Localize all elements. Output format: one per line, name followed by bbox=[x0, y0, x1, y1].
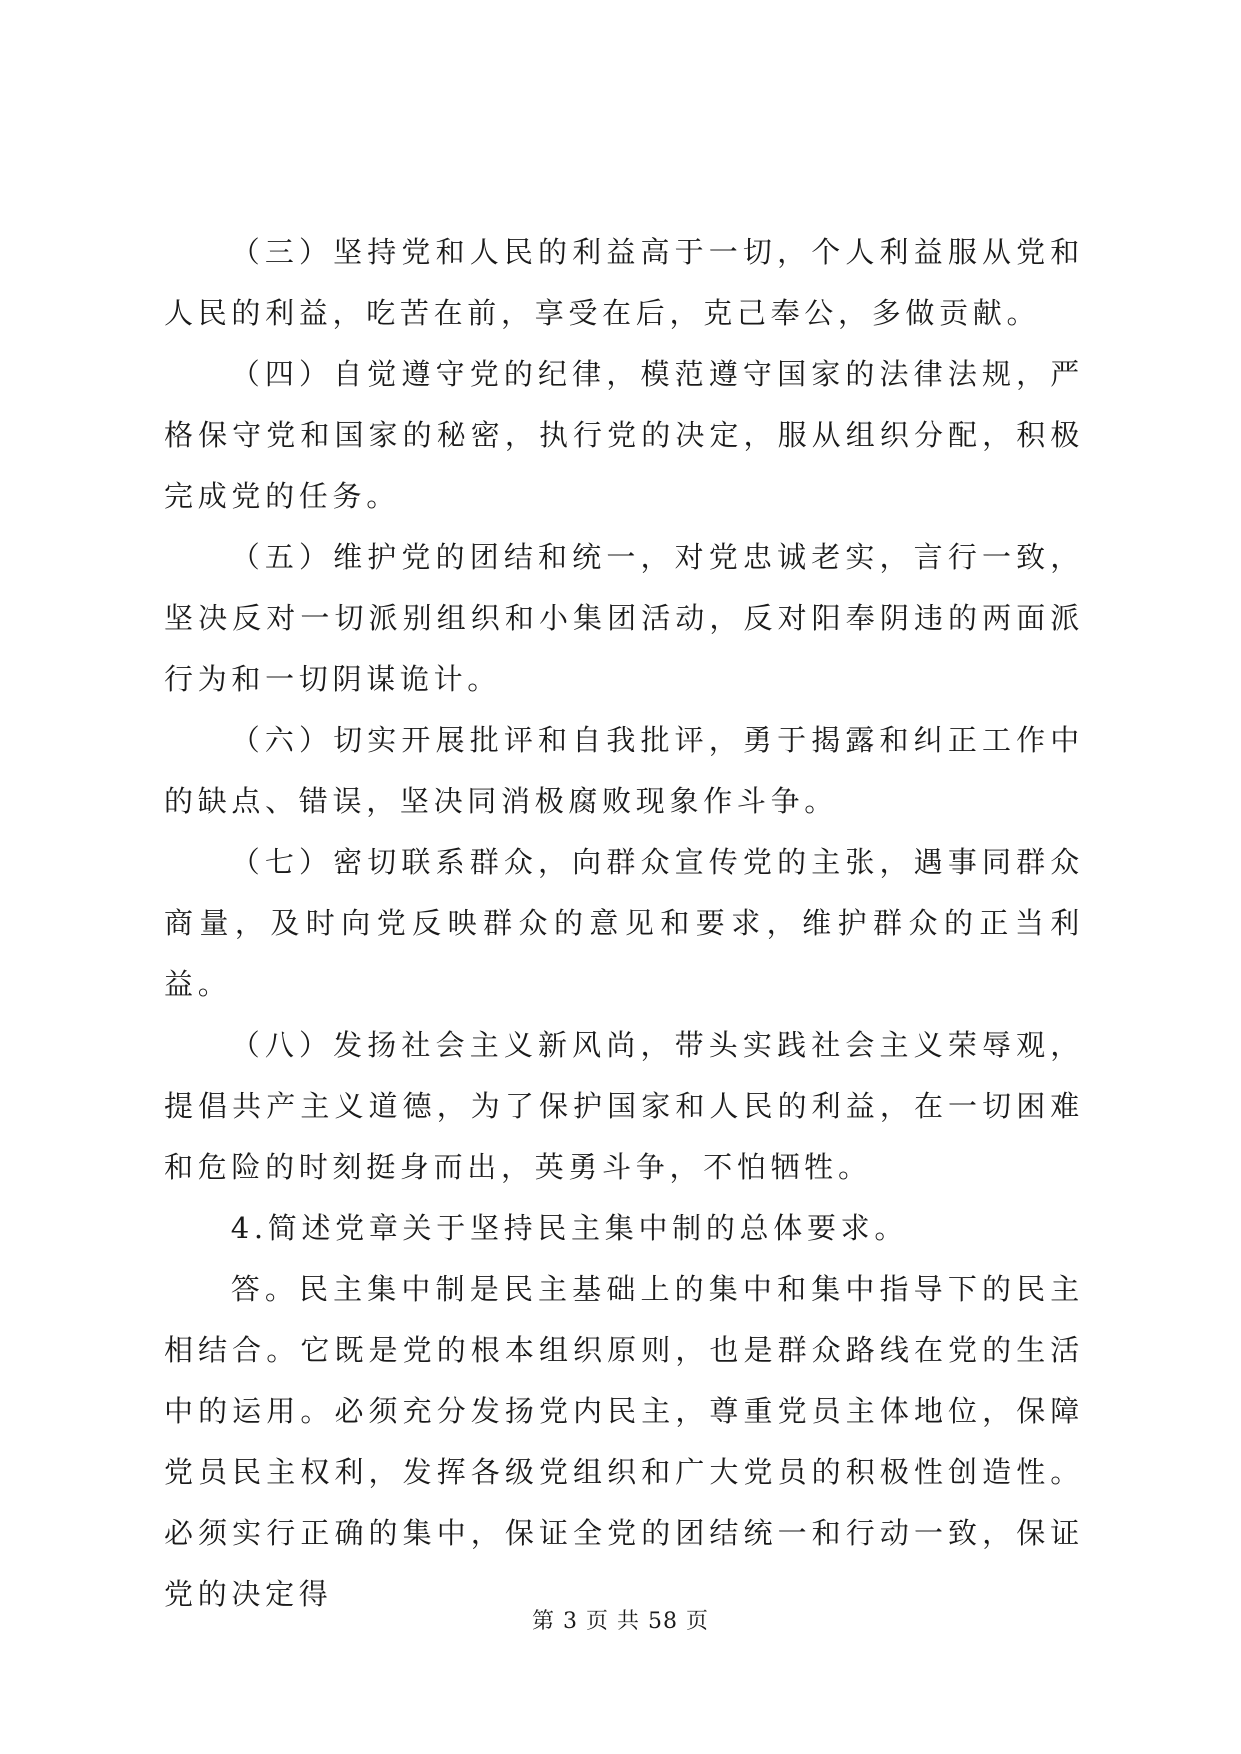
question-heading: 4.简述党章关于坚持民主集中制的总体要求。 bbox=[230, 1211, 909, 1245]
document-body bbox=[164, 222, 1084, 1625]
paragraph-item-5: （五）维护党的团结和统一，对党忠诚老实，言行一致，坚决反对一切派别组织和小集团活动，反对阳奉阴违的两面派行为和一切阴谋诡计。 bbox=[164, 540, 1084, 696]
page-number-footer: 第 3 页 共 58 页 bbox=[532, 1609, 709, 1634]
paragraph-item-3: （三）坚持党和人民的利益高于一切，个人利益服从党和人民的利益，吃苦在前，享受在后，克己奉公，多做贡献。 bbox=[164, 235, 1084, 330]
paragraph-item-7: （七）密切联系群众，向群众宣传党的主张，遇事同群众商量，及时向党反映群众的意见和要求，维护群众的正当利益。 bbox=[164, 845, 1084, 1001]
paragraph-item-4: （四）自觉遵守党的纪律，模范遵守国家的法律法规，严格保守党和国家的秘密，执行党的决定，服从组织分配，积极完成党的任务。 bbox=[164, 357, 1084, 513]
paragraph-item-8: （八）发扬社会主义新风尚，带头实践社会主义荣辱观，提倡共产主义道德，为了保护国家和人民的利益，在一切困难和危险的时刻挺身而出，英勇斗争，不怕牺牲。 bbox=[164, 1028, 1084, 1184]
answer-paragraph: 答。民主集中制是民主基础上的集中和集中指导下的民主相结合。它既是党的根本组织原则，也是群众路线在党的生活中的运用。必须充分发扬党内民主，尊重党员主体地位，保障党员民主权利，发挥各级党组织和广大党员的积极性创造性。必须实行正确的集中，保证全党的团结统一和行动一致，保证党的决定得 bbox=[164, 1272, 1084, 1611]
paragraph-item-6: （六）切实开展批评和自我批评，勇于揭露和纠正工作中的缺点、错误，坚决同消极腐败现象作斗争。 bbox=[164, 723, 1084, 818]
